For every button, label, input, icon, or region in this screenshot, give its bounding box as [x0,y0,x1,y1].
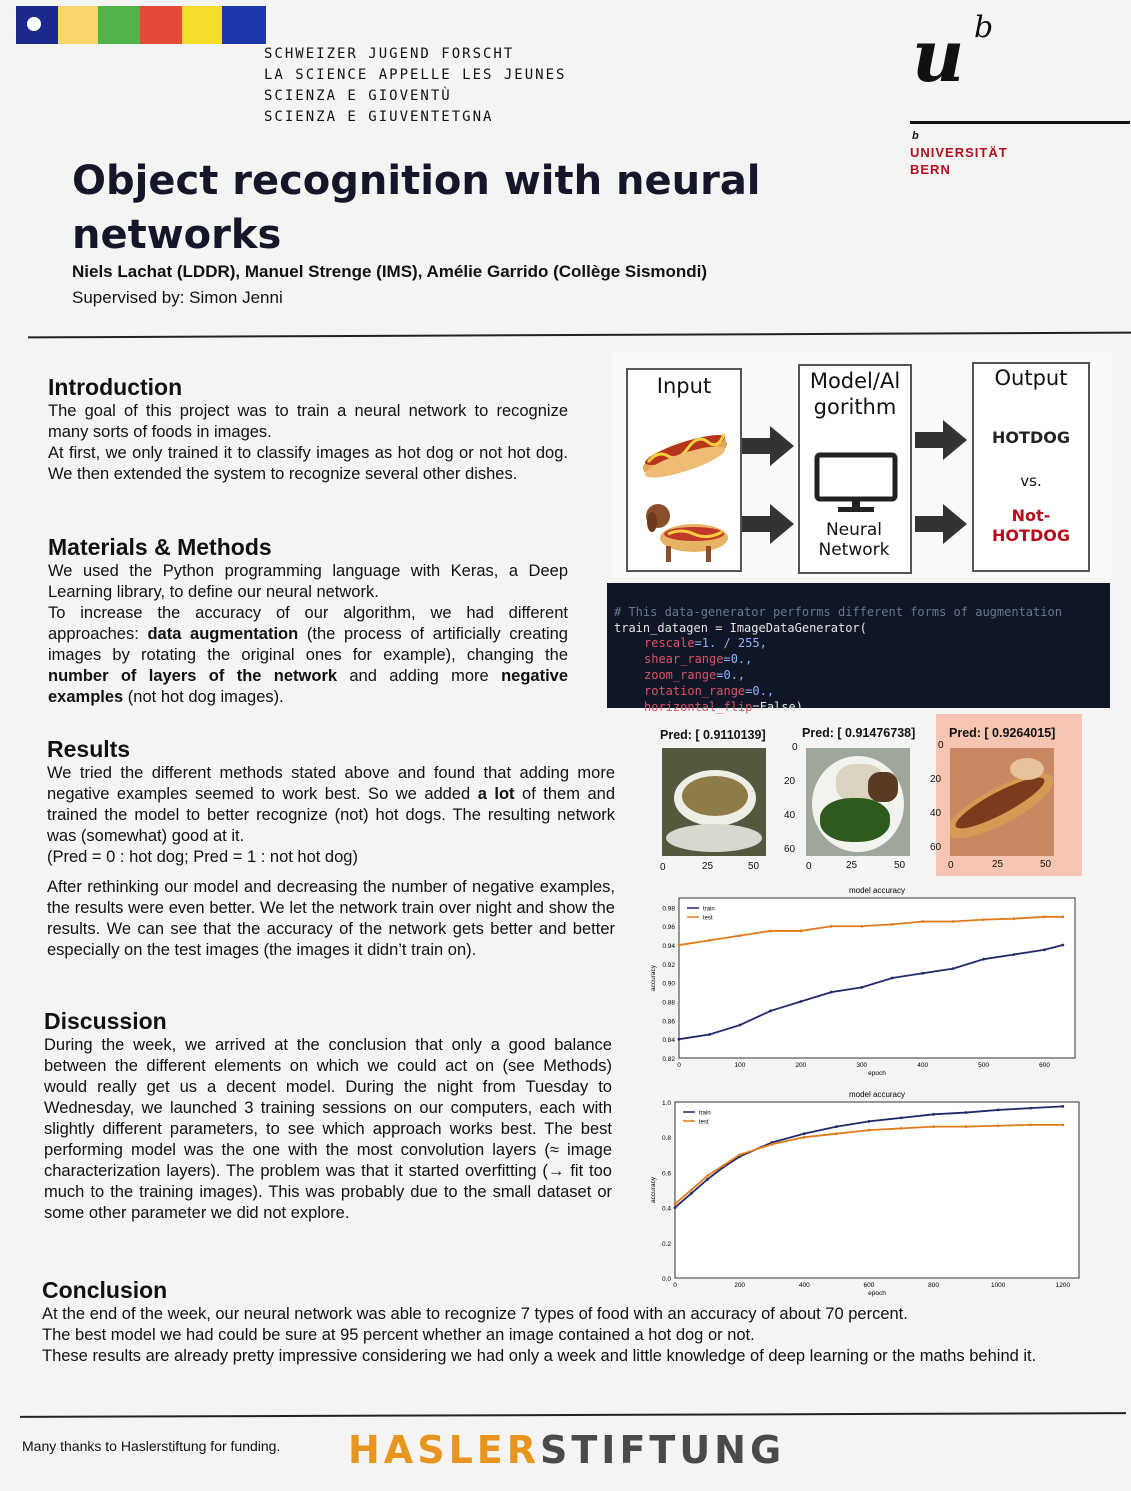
paragraph: These results are already pretty impressive considering we had only a week and little knowledge of deep learning or the maths behind it. [42,1347,1037,1365]
y-axis-label: accuracy [650,964,657,992]
input-box [626,368,742,572]
y-tick-label: 0.86 [662,1018,675,1026]
hotdog-result: HOTDOG [992,428,1070,447]
paragraph: At the end of the week, our neural network was able to recognize 7 types of food with an accuracy of about 70 percent. [42,1305,908,1323]
arrow-icon [915,504,967,544]
paragraph: The best model we had could be sure at 95 percent whether an image contained a hot dog or not. [42,1326,755,1344]
pred-x-tick: 50 [894,860,906,871]
arg-key: horizontal_flip [644,699,753,714]
logo-university-text: UNIVERSITÄT [910,145,1008,160]
data-point-train [1029,1107,1032,1110]
data-point-train [1061,1105,1064,1108]
model-label [800,368,910,420]
not-hotdog-line: Not- [1011,506,1051,525]
pred-x-tick: 25 [702,861,714,872]
plot-frame [679,898,1075,1058]
data-point-test [799,930,802,933]
y-tick-label: 0.2 [661,1240,671,1248]
pred-x-tick: 0 [806,861,812,872]
x-tick-label: 0 [677,1062,681,1069]
org-line: SCHWEIZER JUGEND FORSCHT [264,46,515,62]
data-point-test [900,1127,903,1130]
chart-title: model accuracy [848,886,906,895]
code-arg [614,652,1110,668]
arg-val: =0., [716,667,746,682]
text-run: (not hot dog images). [123,688,284,706]
code-arg [614,636,1110,652]
x-axis-label: epoch [868,1070,886,1077]
accuracy-chart-2 [645,1084,1090,1300]
prediction-image-soup [662,748,766,856]
section-heading: Results [47,736,131,762]
y-tick-label: 0.4 [661,1205,671,1213]
logo-small-b: b [912,130,919,142]
code-arg [614,668,1110,684]
y-tick-label: 0.92 [662,961,675,969]
section-methods [48,534,568,708]
section-heading: Materials & Methods [48,534,272,560]
data-point-test [678,944,681,947]
dog-in-hotdog-costume-image [636,498,732,564]
pred-y-tick: 20 [784,776,796,787]
swatch-yellow [58,6,98,44]
data-point-train [900,1116,903,1119]
pred-y-tick: 40 [930,808,942,819]
y-tick-label: 0.8 [661,1135,671,1143]
page-title [72,154,832,262]
data-point-train [678,1038,681,1041]
paragraph [48,603,568,708]
legend-label-test: test [699,1119,709,1126]
data-point-train [803,1132,806,1135]
org-line: SCIENZA E GIOVENTÙ [264,88,452,104]
swatch-blue-dot [16,6,58,44]
section-introduction [48,374,568,485]
arrow-icon [742,504,794,544]
title-line: networks [72,212,282,258]
legend-label-train: train [703,906,715,913]
data-point-train [1043,948,1046,951]
data-point-test [690,1189,693,1192]
network-label-line: Neural [825,520,883,540]
x-tick-label: 400 [798,1282,810,1289]
section-heading: Conclusion [42,1277,168,1303]
data-point-train [952,967,955,970]
logo-b: b [974,10,994,45]
legend-label-train: train [699,1110,711,1117]
paragraph: At first, we only trained it to classify images as hot dog or not hot dog. We then extended the system to recognize several other dishes. [48,444,568,483]
y-tick-label: 0.82 [662,1056,675,1063]
data-point-test [803,1136,806,1139]
output-box [972,362,1090,572]
code-line: train_datagen = ImageDataGenerator( [614,620,867,635]
arg-val: =1. / 255, [694,636,767,651]
org-line: SCIENZA E GIUVENTETGNA [264,109,494,125]
pred-y-tick: 60 [784,844,796,855]
paragraph: After rethinking our model and decreasing the number of negative examples, the results were even better. We let the network train over night and show the results. We can see that the accuracy of the network gets better and better especially on the test images (the images it didn’t train on). [47,878,615,959]
swatch-green [98,6,140,44]
data-point-train [932,1113,935,1116]
data-point-train [674,1206,677,1209]
pred-x-tick: 0 [948,860,954,871]
prediction-image-hot-dog [950,748,1054,856]
data-point-test [964,1125,967,1128]
pipeline-diagram [612,352,1112,578]
swatch-blue [222,6,266,44]
y-tick-label: 0.6 [661,1170,671,1178]
model-label-line: Model/Al [809,369,901,393]
logo-u: u [912,13,965,98]
organisation-lines [264,44,566,128]
data-point-train [799,1000,802,1003]
text-run: (the process of artificially creating images by rotating the original ones for example), changing the [48,625,568,664]
funding-thanks: Many thanks to Haslerstiftung for funding. [22,1438,281,1454]
arg-key: rotation_range [644,683,746,698]
data-point-train [982,958,985,961]
x-tick-label: 100 [734,1062,746,1069]
header-divider [28,332,1131,339]
bold-term: number of layers of the network [48,667,338,685]
data-point-test [835,1132,838,1135]
data-point-test [932,1125,935,1128]
code-comment: # This data-generator performs different forms of augmentation [614,604,1062,619]
prediction-label: Pred: [ 0.9264015] [949,726,1056,740]
prediction-label: Pred: [ 0.9110139] [660,728,766,742]
data-point-test [997,1124,1000,1127]
data-point-test [868,1129,871,1132]
pred-x-tick: 0 [660,862,666,873]
data-point-test [738,1153,741,1156]
x-tick-label: 0 [673,1282,677,1289]
pred-x-tick: 25 [846,860,858,871]
arg-val: =0., [723,652,753,667]
x-tick-label: 600 [863,1282,875,1289]
paragraph: During the week, we arrived at the conclusion that only a good balance between the different elements on which we could act on (see Methods) would really get us a decent model. During the night from Tuesday to Wednesday, we launched 3 training sessions on our computers, each with slightly different parameters, to see which approach works best. The best performing model was the one with the most convolution layers (≈ image characterization layers). The problem was that it started overfitting (→ fit too much to the training images). This was probably due to the small dataset or some other parameter we did not explore. [44,1036,612,1222]
data-point-test [739,934,742,937]
supervisor: Supervised by: Simon Jenni [72,288,283,307]
data-point-test [771,1143,774,1146]
logo-stiftung: STIFTUNG [540,1428,786,1472]
code-arg [614,700,1110,716]
prediction-image-rice-and-greens [806,748,910,856]
x-tick-label: 200 [795,1062,807,1069]
data-point-test [891,923,894,926]
data-point-train [891,977,894,980]
data-point-train [708,1033,711,1036]
model-box [798,364,912,574]
output-label: Output [994,366,1068,390]
data-point-test [769,930,772,933]
swatch-yellow-2 [182,6,222,44]
data-point-train [830,991,833,994]
data-point-train [868,1120,871,1123]
model-label-line: gorithm [813,395,897,419]
data-point-train [1061,944,1064,947]
plot-frame [675,1102,1079,1278]
legend-label-test: test [703,915,713,922]
data-point-test [708,939,711,942]
code-arg [614,684,1110,700]
data-point-test [1013,917,1016,920]
section-discussion [44,1008,612,1224]
data-point-train [860,986,863,989]
university-logo [910,10,1120,184]
data-point-test [706,1175,709,1178]
y-tick-label: 0.88 [662,999,675,1007]
pred-y-tick: 20 [930,774,942,785]
section-heading: Introduction [48,374,183,400]
pred-y-tick: 0 [792,742,798,753]
x-tick-label: 600 [1039,1062,1050,1069]
y-tick-label: 1.0 [661,1100,671,1107]
y-tick-label: 0.84 [662,1037,675,1045]
data-point-test [860,925,863,928]
arrow-icon [915,420,967,460]
section-heading: Discussion [44,1008,167,1034]
y-tick-label: 0.96 [662,924,675,932]
hotdog-image [638,422,732,482]
data-point-train [739,1024,742,1027]
bold-term: a lot [477,785,515,803]
x-tick-label: 1200 [1055,1282,1071,1289]
prediction-panels [652,718,1082,878]
swatch-red [140,6,182,44]
data-point-test [921,920,924,923]
paragraph: (Pred = 0 : hot dog; Pred = 1 : not hot dog) [47,848,358,866]
x-axis-label: epoch [868,1290,886,1297]
x-tick-label: 800 [928,1282,939,1289]
logo-rule [910,121,1130,124]
vs-label: vs. [1020,472,1042,490]
y-tick-label: 0.98 [662,905,675,913]
bold-term: negative examples [48,667,569,706]
data-point-test [1061,915,1064,918]
text-run: To increase the accuracy of our algorithm, we had different approaches: [48,604,568,643]
x-tick-label: 400 [917,1062,929,1069]
data-point-test [830,925,833,928]
data-point-test [1061,1123,1064,1126]
data-point-test [952,920,955,923]
data-point-test [1043,915,1046,918]
monitor-icon [814,452,898,514]
x-tick-label: 1000 [990,1282,1006,1289]
y-tick-label: 0.0 [661,1276,671,1283]
paragraph [47,763,615,847]
paragraph: The goal of this project was to train a neural network to recognize many sorts of foods in images. [48,402,568,441]
not-hotdog-result [974,506,1088,546]
data-point-test [982,918,985,921]
pred-y-tick: 40 [784,810,796,821]
pred-x-tick: 50 [748,861,760,872]
data-point-train [1013,953,1016,956]
text-run: and adding more [337,667,502,685]
pred-y-tick: 60 [930,842,942,853]
prediction-label: Pred: [ 0.91476738] [802,726,916,740]
authors: Niels Lachat (LDDR), Manuel Strenge (IMS), Amélie Garrido (Collège Sismondi) [72,262,708,281]
y-tick-label: 0.94 [662,943,675,951]
x-tick-label: 200 [734,1282,746,1289]
data-point-train [835,1125,838,1128]
pred-x-tick: 25 [992,859,1004,870]
data-point-test [674,1203,677,1206]
x-tick-label: 500 [978,1062,990,1069]
input-label: Input [656,374,712,398]
logo-hasler: HASLER [348,1428,541,1472]
text-run: of them and trained the model to better recognize (not) hot dogs. The resulting network was (somewhat) good at it. [47,785,616,845]
code-block [607,583,1110,714]
arg-key: zoom_range [644,667,717,682]
bold-term: data augmentation [147,625,299,643]
org-line: LA SCIENCE APPELLE LES JEUNES [264,67,567,83]
neural-network-label [800,520,908,560]
logo-bern-text: BERN [910,162,951,177]
pred-x-tick: 50 [1040,859,1052,870]
data-point-test [722,1164,725,1167]
section-results [47,736,615,961]
arrow-icon [742,426,794,466]
data-point-train [690,1192,693,1195]
paragraph: We used the Python programming language with Keras, a Deep Learning library, to define our neural network. [48,562,568,601]
arg-key: rescale [644,636,695,651]
arg-val: =0., [745,683,775,698]
arg-key: shear_range [644,652,724,667]
hasler-stiftung-logo [348,1428,785,1472]
data-point-train [706,1178,709,1181]
not-hotdog-line: HOTDOG [992,526,1070,545]
data-point-test [1029,1123,1032,1126]
data-point-train [964,1111,967,1114]
footer-divider [20,1412,1126,1418]
arg-val: =False) [752,699,803,714]
title-line: Object recognition with neural [72,158,761,204]
network-label-line: Network [818,540,890,560]
data-point-train [921,972,924,975]
data-point-train [769,1010,772,1013]
pred-y-tick: 0 [938,740,944,751]
y-axis-label: accuracy [650,1176,657,1204]
chart-title: model accuracy [848,1090,906,1099]
y-tick-label: 0.90 [662,980,675,988]
data-point-train [997,1109,1000,1112]
x-tick-label: 300 [856,1062,868,1069]
accuracy-chart-1 [645,884,1085,1084]
text-run: We tried the different methods stated above and found that adding more negative examples seemed to work best. So we added [47,764,615,803]
